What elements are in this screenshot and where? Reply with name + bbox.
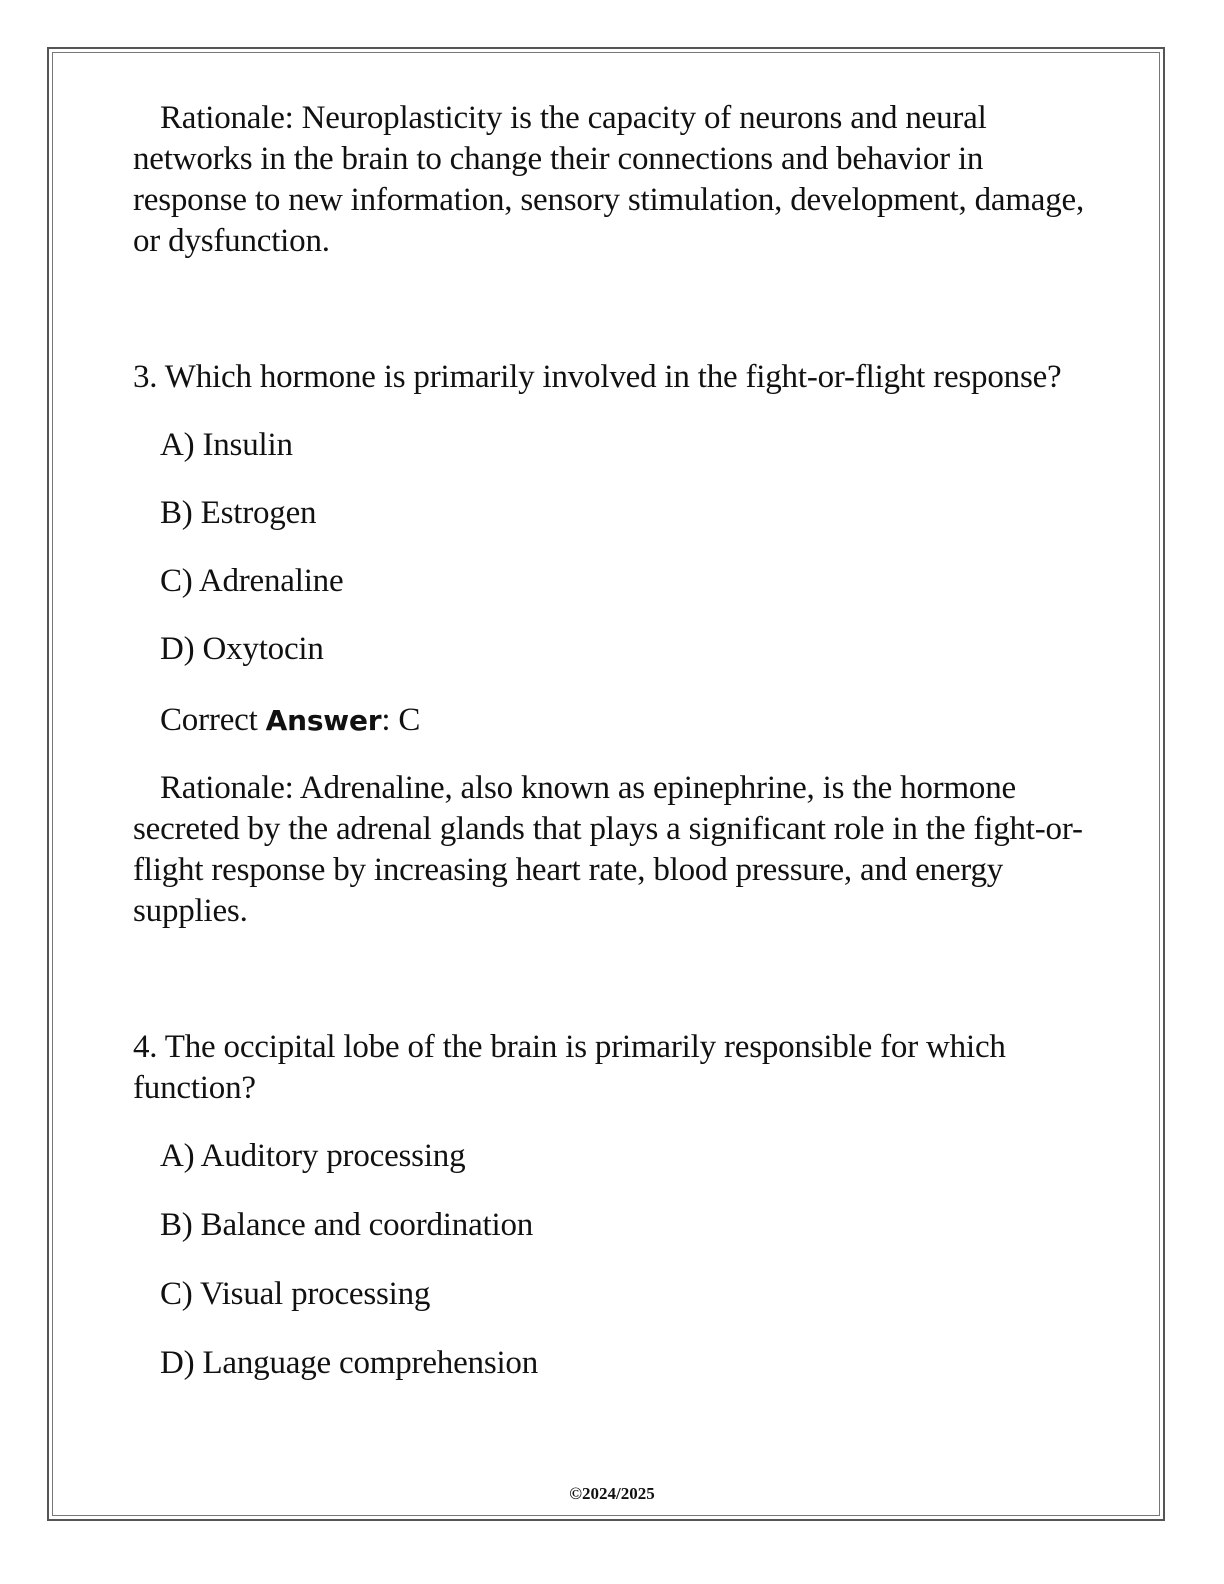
q3-option-d: D) Oxytocin	[160, 631, 324, 667]
q3-option-a: A) Insulin	[160, 427, 293, 463]
q4-option-a: A) Auditory processing	[160, 1138, 466, 1174]
q4-question: 4. The occipital lobe of the brain is primarily responsible for which function?	[133, 1029, 1006, 1106]
q3-option-c: C) Adrenaline	[160, 563, 344, 599]
answer-value: : C	[381, 702, 421, 738]
q4-option-d: D) Language comprehension	[160, 1345, 539, 1381]
document-body	[133, 98, 1093, 1384]
spacer	[133, 932, 1093, 1027]
answer-label: Answer	[265, 704, 382, 737]
q3-rationale: Rationale: Adrenaline, also known as epinephrine, is the hormone secreted by the adrenal glands that plays a significant role in the fight-or-flight response by increasing heart rate, blood pressure, and energy supplies.	[133, 770, 1083, 929]
q4-option-c: C) Visual processing	[160, 1276, 431, 1312]
q3-question: 3. Which hormone is primarily involved in the fight-or-flight response?	[133, 359, 1062, 395]
q4-option-b: B) Balance and coordination	[160, 1207, 534, 1243]
q3-correct-answer	[133, 700, 1093, 741]
spacer	[133, 262, 1093, 357]
q3-option-b: B) Estrogen	[160, 495, 317, 531]
copyright-footer: ©2024/2025	[569, 1484, 655, 1503]
answer-prefix: Correct	[160, 702, 266, 738]
q2-rationale: Rationale: Neuroplasticity is the capacity of neurons and neural networks in the brain to change their connections and behavior in response to new information, sensory stimulation, development, damage, or dysfunction.	[133, 100, 1085, 259]
